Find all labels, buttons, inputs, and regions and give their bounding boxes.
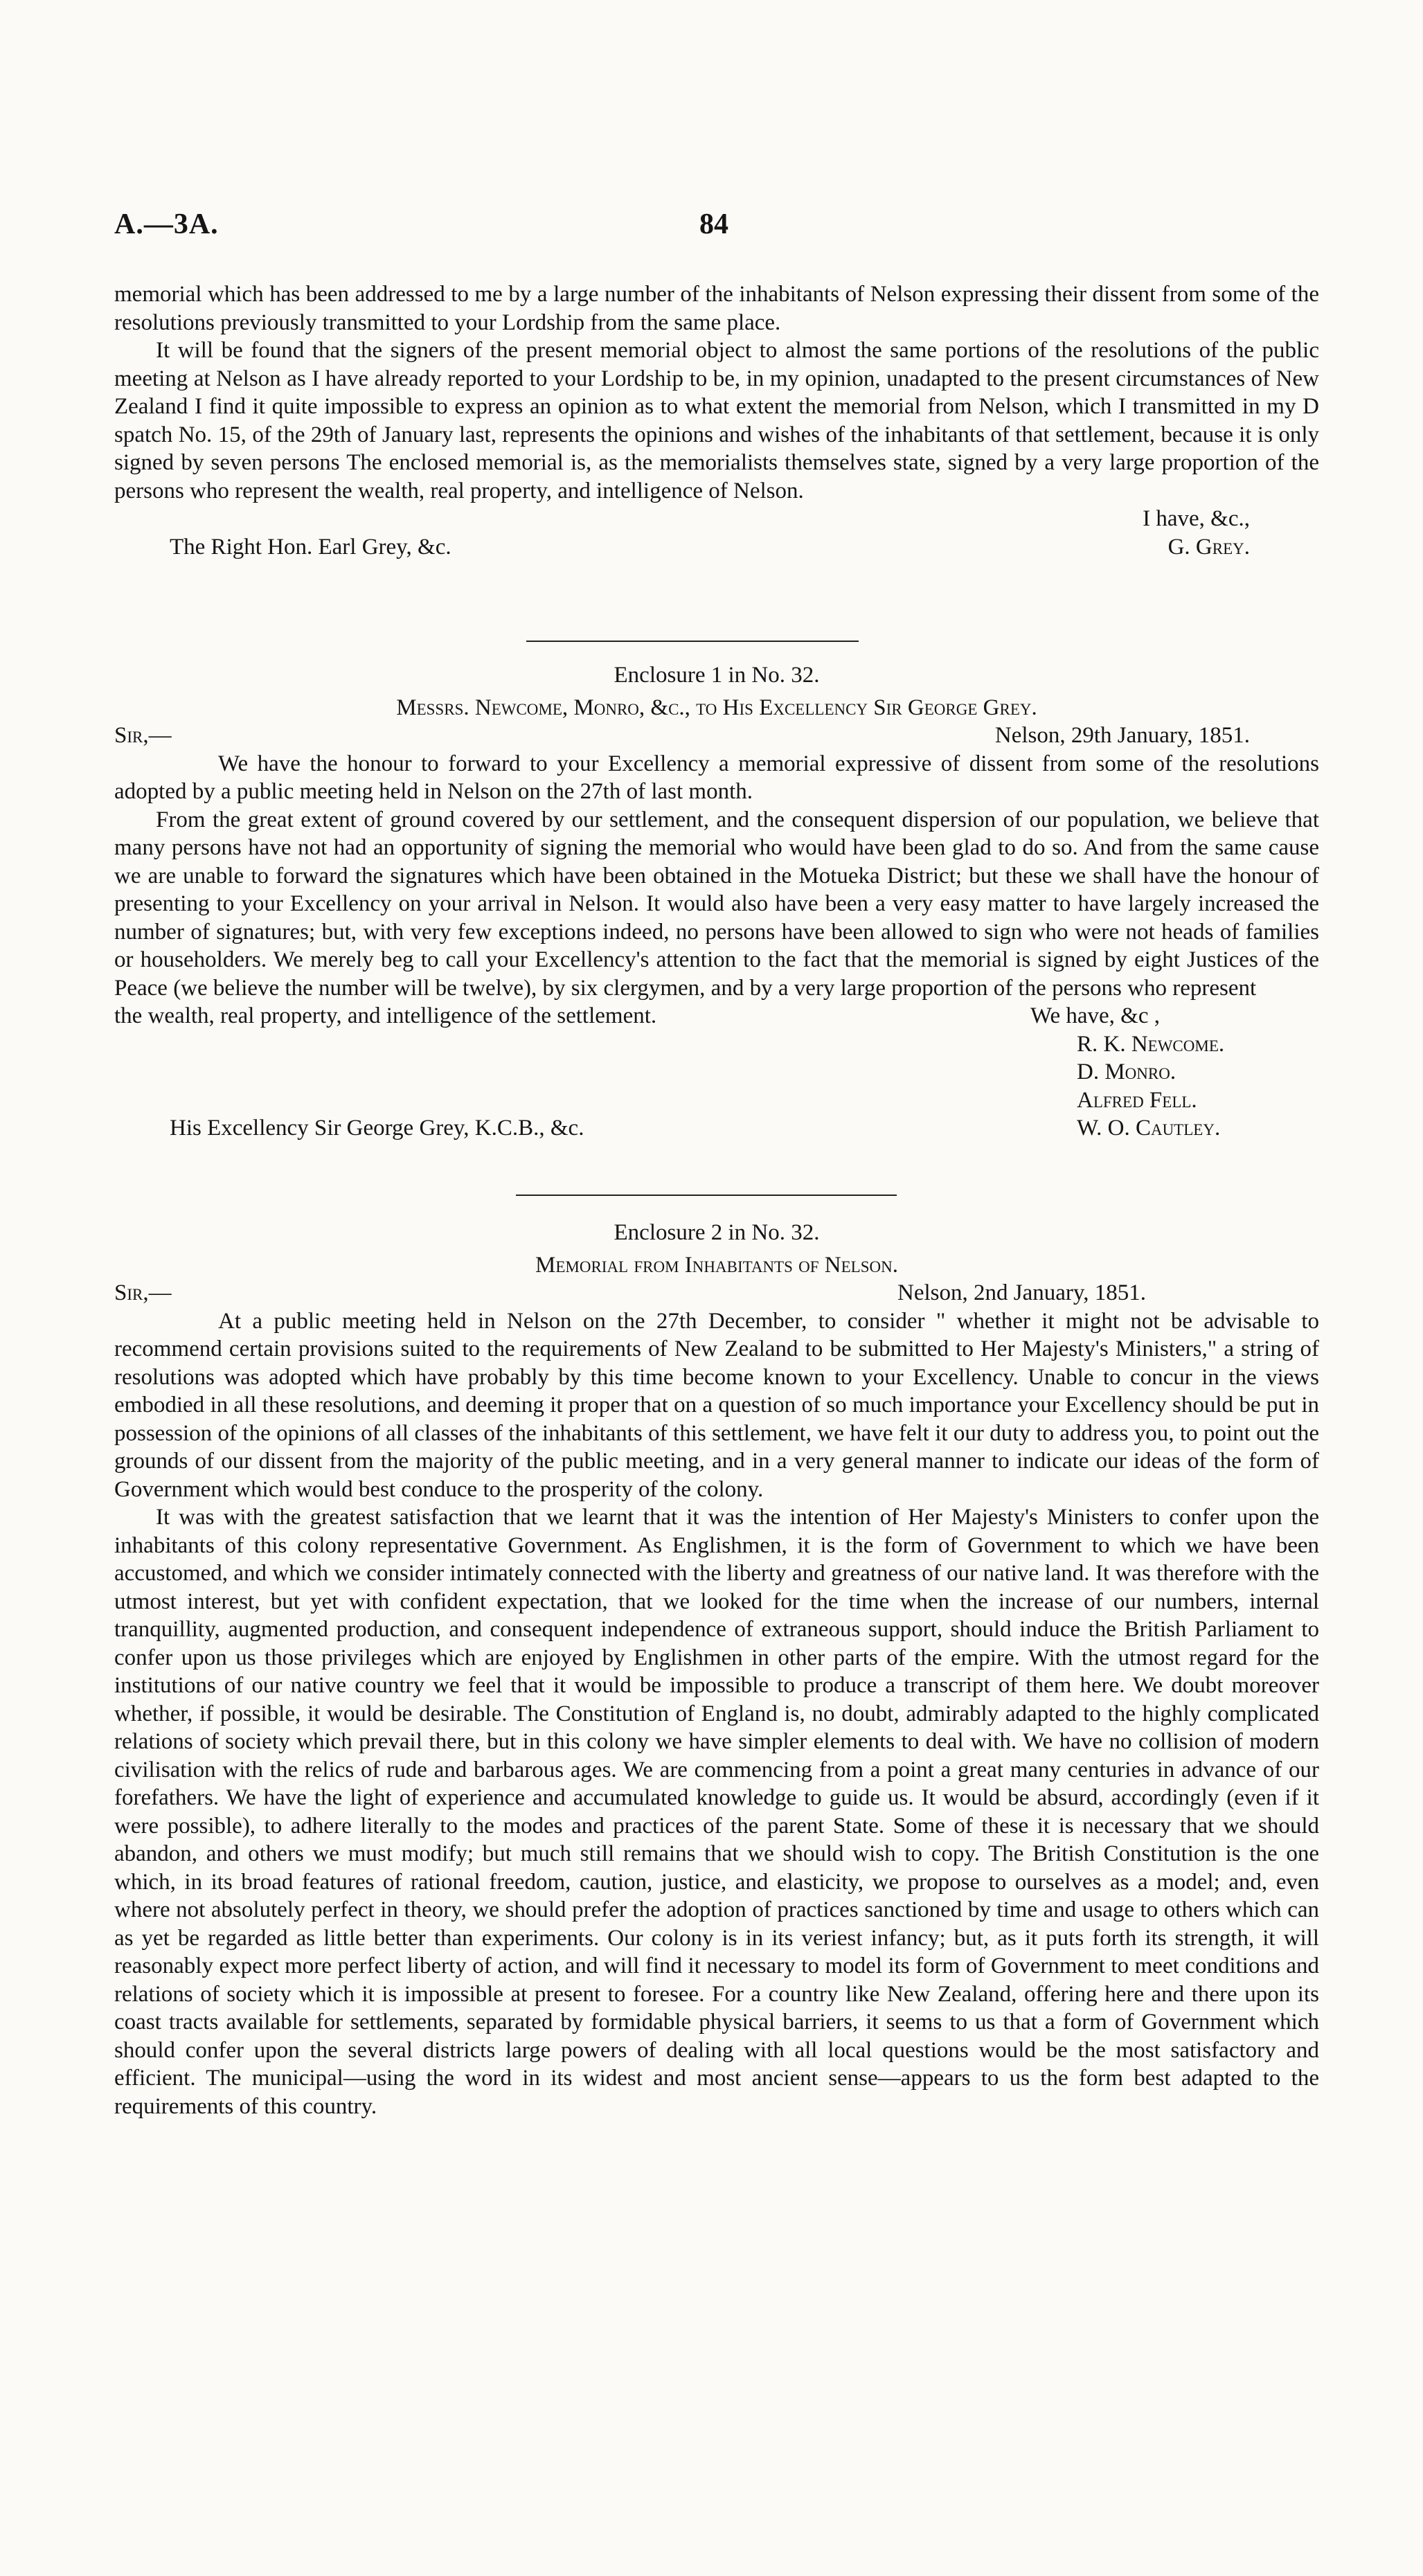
dateline: Nelson, 29th January, 1851. <box>994 723 1250 748</box>
enclosure-1 <box>114 661 1319 1143</box>
paragraph: From the great extent of ground covered by our settlement, and the consequent dispersion of our population, we believe that many persons have not had an opportunity of signing the memorial who would have been glad to do so. And from the same cause we are unable to forward the signatures which have been obtained in the Motueka District; but these we shall have the honour of presenting to your Excellency on your arrival in Nelson. It would also have been a very easy matter to have largely increased the number of signatures; but, with very few exceptions indeed, no persons have been allowed to sign who were not heads of families or householders. We merely beg to call your Excellency's attention to the fact that the memorial is signed by eight Justices of the Peace (we believe the number will be twelve), by six clergymen, and by a very large proportion of the persons who represent <box>114 807 1319 1001</box>
signature: G. Grey. <box>1167 534 1250 560</box>
signatories <box>114 1030 1319 1115</box>
addressee: The Right Hon. Earl Grey, &c. <box>170 534 451 560</box>
enclosure-subtitle: Messrs. Newcome, Monro, &c., to His Excellency Sir George Grey. <box>396 695 1037 720</box>
paragraph: It will be found that the signers of the present memorial object to almost the same portions of the resolutions of the public meeting at Nelson as I have already reported to your Lordship to be, in my opinion, unadapted to the present circumstances of New Zealand I find it quite impossible to express an opinion as to what extent the memorial from Nelson, which I transmitted in my D spatch No. 15, of the 29th of January last, represents the opinions and wishes of the inhabitants of that settlement, because it is only signed by seven persons The enclosed memorial is, as the memorialists themselves state, signed by a very large proportion of the persons who represent the wealth, real property, and intelligence of Nelson. <box>114 338 1319 503</box>
signatory: R. K. Newcome. <box>1077 1031 1225 1057</box>
enclosure-title: Enclosure 1 in No. 32. <box>614 663 820 688</box>
paragraph: At a public meeting held in Nelson on the 27th December, to consider " whether it might not be advisable to recommend certain provisions suited to the requirements of New Zealand to be submitted to Her Majesty's Ministers," a string of resolutions was adopted which have probably by this time become known to your Excellency. Unable to concur in the views embodied in all these resolutions, and deeming it proper that on a question of so much importance your Excellency should be put in possession of the opinions of all classes of the inhabitants of this settlement, we have felt it our duty to address you, to point out the grounds of our dissent from the majority of the public meeting, and in a very general manner to indicate our ideas of the form of Government which would best conduce to the prosperity of the colony. <box>114 1308 1319 1502</box>
section-divider <box>516 1195 897 1196</box>
page-header-reference: A.—3A. <box>114 208 219 240</box>
paragraph: We have the honour to forward to your Excellency a memorial expressive of dissent from some of the resolutions adopted by a public meeting held in Nelson on the 27th of last month. <box>114 751 1319 804</box>
paragraph-last-line: the wealth, real property, and intelligence of the settlement. <box>114 1003 657 1028</box>
enclosure-2 <box>114 1219 1319 2120</box>
addressee-signature-row <box>114 1114 1319 1143</box>
despatch-letter <box>114 280 1319 561</box>
salutation: Sir,— <box>114 1280 172 1305</box>
section-divider <box>526 641 859 642</box>
signatory: Alfred Fell. <box>1077 1087 1197 1113</box>
salutation-date-row <box>114 722 1319 750</box>
dateline: Nelson, 2nd January, 1851. <box>897 1280 1146 1305</box>
enclosure-title: Enclosure 2 in No. 32. <box>614 1220 820 1245</box>
page-number: 84 <box>699 208 728 240</box>
signatory: D. Monro. <box>1077 1059 1176 1084</box>
addressee-signature-row <box>114 533 1319 562</box>
paragraph: It was with the greatest satisfaction that we learnt that it was the intention of Her Majesty's Ministers to confer upon the inhabitants of this colony representative Government. As Englishmen, it is the form of Government to which we have been accustomed, and which we consider intimately connected with the liberty and greatness of our native land. It was therefore with the utmost interest, but yet with confident expectation, that we looked for the time when the increase of our numbers, internal tranquillity, augmented production, and consequent independence of extraneous support, should induce the British Parliament to confer upon us those privileges which are enjoyed by Englishmen in other parts of the empire. With the utmost regard for the institutions of our native country we feel that it would be impossible to produce a transcript of them here. We doubt moreover whether, if possible, it would be desirable. The Constitution of England is, no doubt, admirably adapted to the highly complicated relations of society which prevail there, but in this colony we have simpler elements to deal with. We have no collision of modern civilisation with the relics of rude and barbarous ages. We are commencing from a point a great many centuries in advance of our forefathers. We have the light of experience and accumulated knowledge to guide us. It would be absurd, accordingly (even if it were possible), to adhere literally to the modes and practices of the parent State. Some of these it is necessary that we should abandon, and others we must modify; but much still remains that we should wish to copy. The British Constitution is the one which, in its broad features of rational freedom, caution, justice, and elasticity, we propose to ourselves as a model; and, even where not absolutely perfect in theory, we should prefer the adoption of practices sanctioned by time and usage to others which can as yet be regarded as little better than experiments. Our colony is in its veriest infancy; but, as it puts forth its strength, it will reasonably expect more perfect liberty of action, and will find it necessary to model its form of Government to meet conditions and relations of society which it is impossible at present to foresee. For a country like New Zealand, offering here and there upon its coast tracts available for settlements, separated by formidable physical barriers, it seems to us that a form of Government which should confer upon the several districts large powers of dealing with all local questions would be the most satisfactory and efficient. The municipal—using the word in its widest and most ancient sense—appears to us the form best adapted to the requirements of this country. <box>114 1505 1319 2119</box>
closing-phrase: I have, &c., <box>1143 506 1250 531</box>
paragraph: memorial which has been addressed to me by a large number of the inhabitants of Nelson expressing their dissent from some of the resolutions previously transmitted to your Lordship from the same place. <box>114 282 1319 335</box>
addressee: His Excellency Sir George Grey, K.C.B., &c. <box>170 1116 584 1141</box>
salutation: Sir,— <box>114 723 172 748</box>
last-line-row <box>114 1002 1319 1030</box>
closing-phrase: We have, &c , <box>1030 1003 1160 1028</box>
salutation-date-row <box>114 1279 1319 1307</box>
enclosure-subtitle: Memorial from Inhabitants of Nelson. <box>535 1252 898 1278</box>
signatory: W. O. Cautley. <box>1077 1116 1221 1141</box>
